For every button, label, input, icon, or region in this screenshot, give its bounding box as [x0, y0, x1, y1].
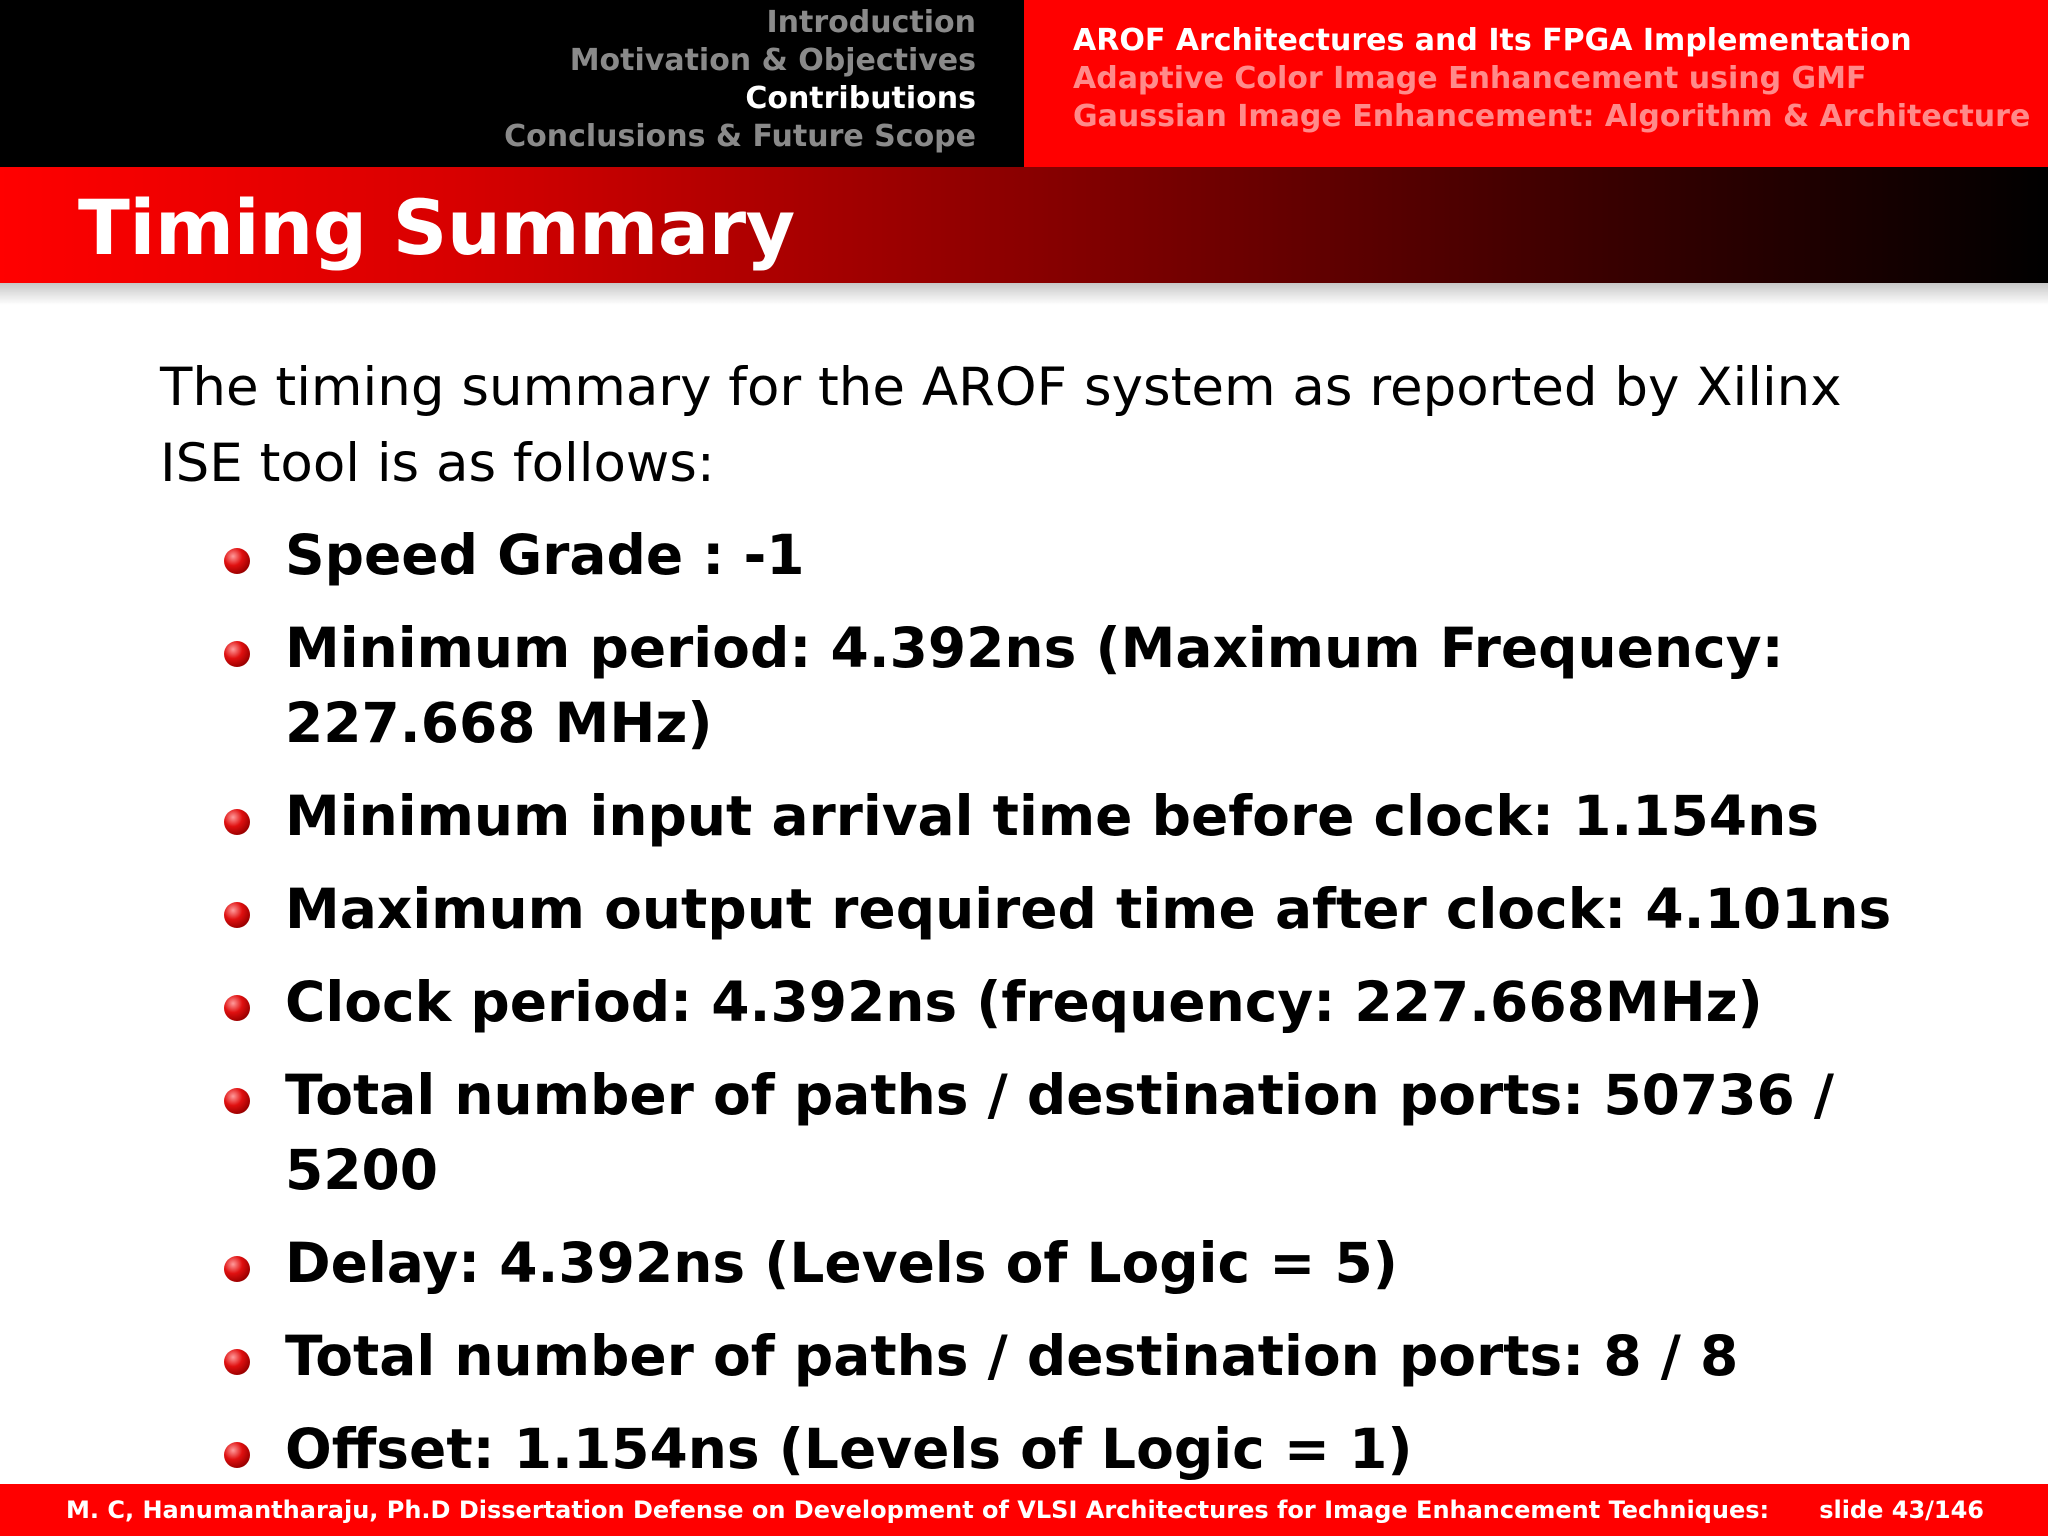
nav-section-introduction[interactable]: Introduction [766, 5, 976, 40]
intro-paragraph: The timing summary for the AROF system as reported by Xilinx ISE tool is as follows: [160, 357, 1842, 494]
frame-title: Timing Summary [78, 183, 795, 272]
list-item-text: Speed Grade : -1 [285, 523, 805, 587]
list-item-text: Clock period: 4.392ns (frequency: 227.668MHz) [285, 970, 1763, 1034]
list-item-text: Total number of paths / destination ports: 8 / 8 [285, 1324, 1739, 1388]
list-item [224, 779, 1964, 854]
section-navigation [0, 0, 1024, 167]
nav-subsection-gmf[interactable]: Adaptive Color Image Enhancement using GMF [1073, 61, 1867, 96]
red-ball-bullet-icon [224, 548, 250, 574]
nav-subsection-gaussian[interactable]: Gaussian Image Enhancement: Algorithm & Architecture [1073, 99, 2031, 134]
list-item-text: Offset: 1.154ns (Levels of Logic = 1) [285, 1417, 1413, 1481]
footer-bar [0, 1484, 2048, 1536]
list-item-text: Minimum input arrival time before clock: 1.154ns [285, 784, 1819, 848]
top-navigation [0, 0, 2048, 167]
list-item [224, 611, 1964, 761]
red-ball-bullet-icon [224, 1349, 250, 1375]
list-item [224, 1412, 1964, 1487]
list-item [224, 1319, 1964, 1394]
nav-section-contributions[interactable]: Contributions [745, 81, 976, 116]
red-ball-bullet-icon [224, 641, 250, 667]
list-item-text: Total number of paths / destination ports: 50736 / 5200 [285, 1063, 1834, 1202]
red-ball-bullet-icon [224, 902, 250, 928]
list-item [224, 518, 1964, 593]
red-ball-bullet-icon [224, 1442, 250, 1468]
timing-bullet-list [224, 518, 1964, 1505]
red-ball-bullet-icon [224, 809, 250, 835]
title-shadow-divider [0, 283, 2048, 305]
section-list [504, 4, 976, 156]
red-ball-bullet-icon [224, 1088, 250, 1114]
list-item [224, 1226, 1964, 1301]
subsection-navigation [1024, 0, 2048, 167]
red-ball-bullet-icon [224, 1256, 250, 1282]
nav-subsection-arof[interactable]: AROF Architectures and Its FPGA Implementation [1073, 23, 1912, 58]
nav-section-conclusions[interactable]: Conclusions & Future Scope [504, 119, 976, 154]
frame-title-bar [0, 167, 2048, 283]
nav-section-motivation[interactable]: Motivation & Objectives [569, 43, 976, 78]
list-item-text: Delay: 4.392ns (Levels of Logic = 5) [285, 1231, 1398, 1295]
list-item-text: Maximum output required time after clock: 4.101ns [285, 877, 1892, 941]
list-item [224, 965, 1964, 1040]
footer-author-title: M. C, Hanumantharaju, Ph.D Dissertation Defense on Development of VLSI Architectures for Image Enhancement Techniques: [66, 1496, 1770, 1524]
list-item [224, 1058, 1964, 1208]
list-item [224, 872, 1964, 947]
subsection-list [1073, 22, 2030, 136]
slide-number: slide 43/146 [1819, 1496, 1984, 1524]
list-item-text: Minimum period: 4.392ns (Maximum Frequency: 227.668 MHz) [285, 616, 1784, 755]
red-ball-bullet-icon [224, 995, 250, 1021]
